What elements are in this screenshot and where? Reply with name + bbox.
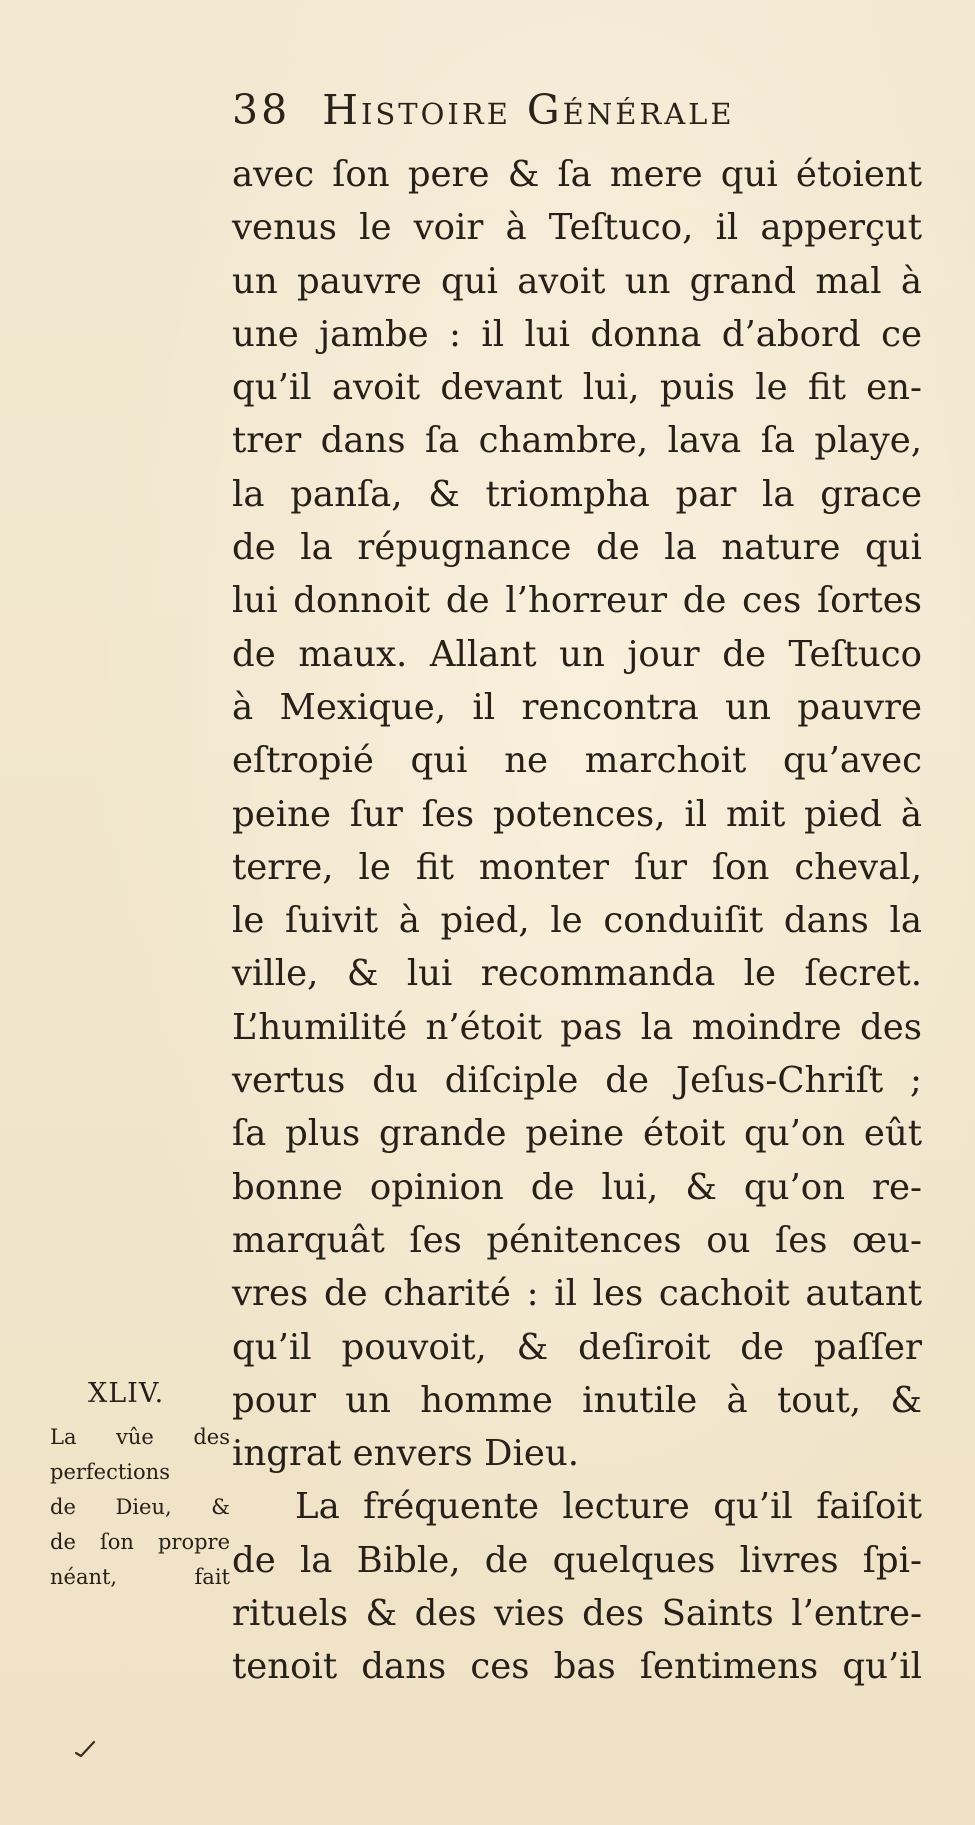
ink-tick-mark [74, 1738, 96, 1758]
text-line: un pauvre qui avoit un grand mal à [232, 260, 922, 302]
text-line: qu’il pouvoit, & deſiroit de paſſer [232, 1326, 922, 1368]
text-line: vertus du diſciple de Jeſus-Chriſt ; [232, 1060, 922, 1102]
text-line: terre, le fit monter ſur ſon cheval, [232, 846, 922, 888]
text-line: rituels & des vies des Saints l’entre- [232, 1593, 922, 1635]
page-number: 38 [232, 86, 291, 134]
margin-note-line: perfections [50, 1460, 170, 1484]
text-line: tenoit dans ces bas ſentimens qu’il [232, 1646, 922, 1688]
running-head-title: Histoire Générale [322, 86, 735, 134]
text-line: trer dans ſa chambre, lava ſa playe, [232, 420, 922, 462]
text-line: une jambe : il lui donna d’abord ce [232, 313, 922, 355]
text-line: ſa plus grande peine étoit qu’on eût [232, 1113, 922, 1155]
section-numeral: XLIV. [88, 1378, 165, 1409]
text-line: bonne opinion de lui, & qu’on re- [232, 1166, 922, 1208]
text-line: pour un homme inutile à tout, & [232, 1379, 922, 1421]
margin-note [50, 1420, 230, 1595]
text-line: ville, & lui recommanda le ſecret. [232, 953, 922, 995]
margin-note-line: néant, fait [50, 1565, 230, 1589]
text-line: le ſuivit à pied, le conduiſit dans la [232, 900, 922, 942]
text-line: qu’il avoit devant lui, puis le fit en- [232, 367, 922, 409]
text-line: de la Bible, de quelques livres ſpi- [232, 1539, 922, 1581]
running-head [232, 86, 735, 134]
text-line: la panſa, & triompha par la grace [232, 473, 922, 515]
text-line: marquât ſes pénitences ou ſes œu- [232, 1219, 922, 1261]
paragraph-start-line: La fréquente lecture qu’il faiſoit [295, 1486, 922, 1528]
margin-note-line: La vûe des [50, 1425, 230, 1449]
text-line: de maux. Allant un jour de Teſtuco [232, 633, 922, 675]
text-line: à Mexique, il rencontra un pauvre [232, 686, 922, 728]
text-line: eſtropié qui ne marchoit qu’avec [232, 740, 922, 782]
margin-note-line: de ſon propre [50, 1530, 230, 1554]
text-line: venus le voir à Teſtuco, il apperçut [232, 207, 922, 249]
text-line: de la répugnance de la nature qui [232, 527, 922, 569]
text-line: avec ſon pere & ſa mere qui étoient [232, 154, 922, 195]
margin-note-line: de Dieu, & [50, 1495, 230, 1519]
text-line: L’humilité n’étoit pas la moindre des [232, 1006, 922, 1048]
text-line: vres de charité : il les cachoit autant [232, 1273, 922, 1315]
text-line: lui donnoit de l’horreur de ces ſortes [232, 580, 922, 622]
text-line: peine ſur ſes potences, il mit pied à [232, 793, 922, 835]
paragraph-end-line: ingrat envers Dieu. [232, 1433, 580, 1475]
body-text [232, 148, 922, 1694]
